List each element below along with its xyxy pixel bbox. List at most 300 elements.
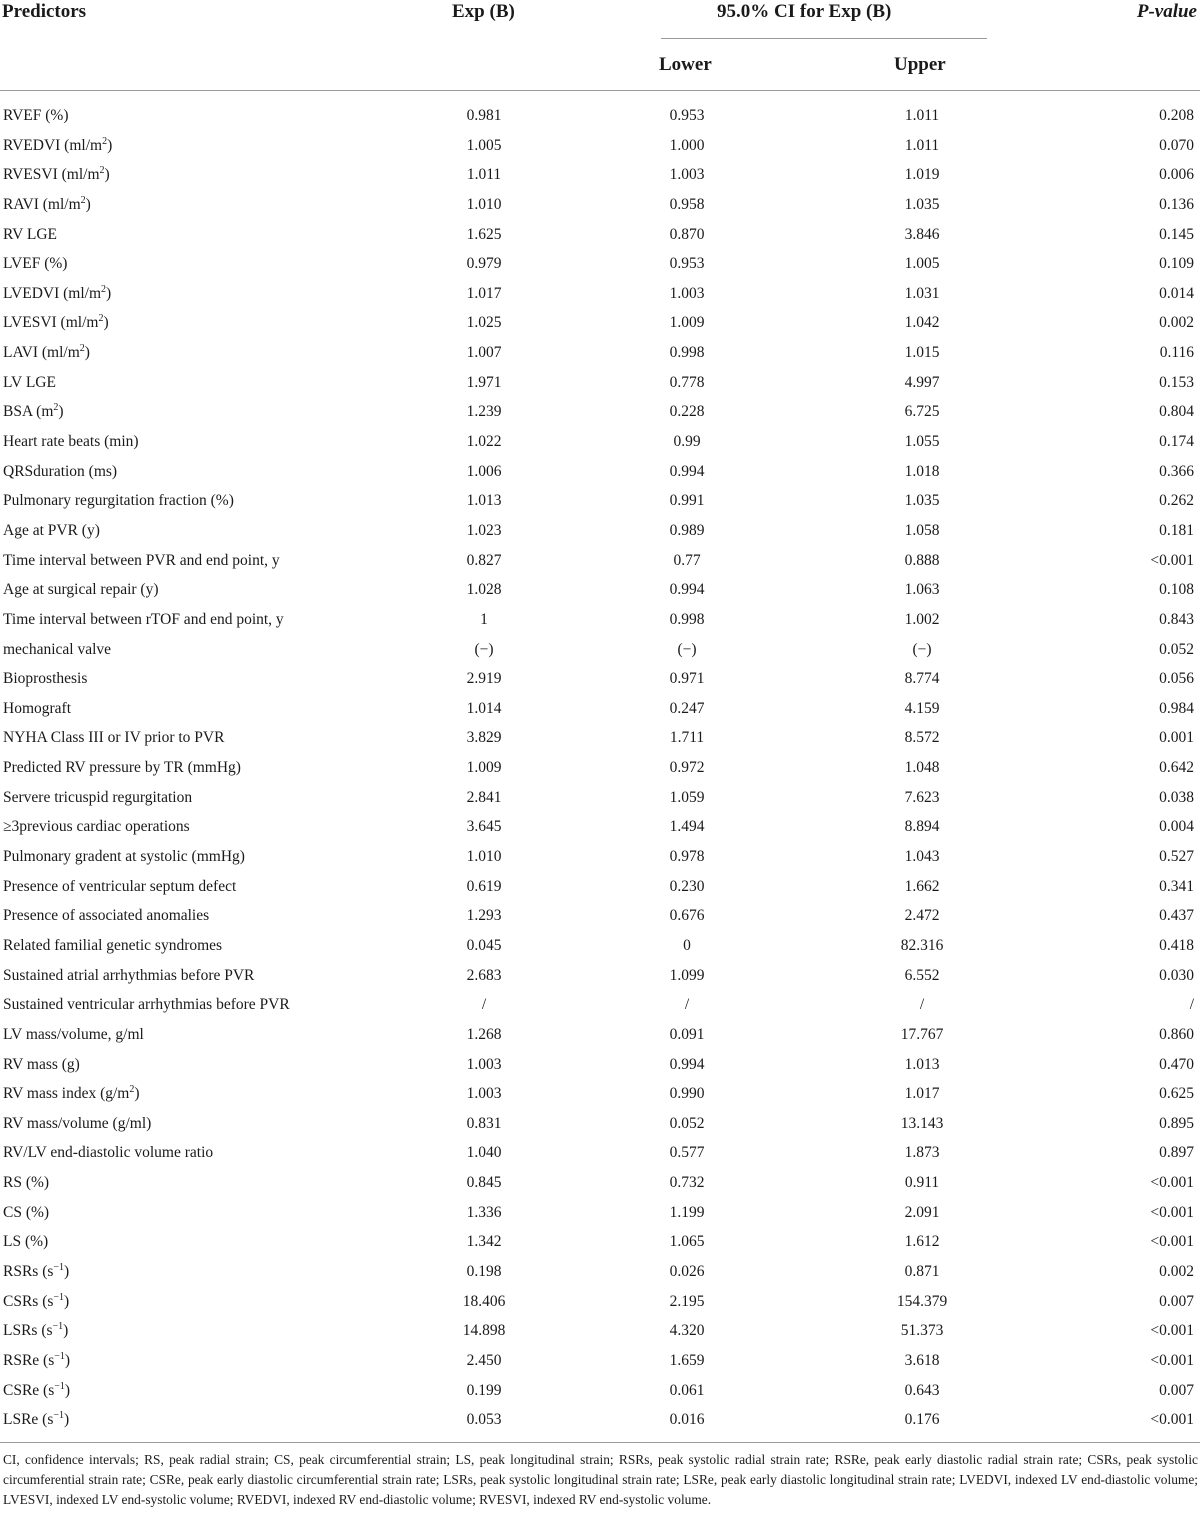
column-header-upper: Upper <box>894 54 946 75</box>
cell-predictor <box>3 635 111 665</box>
cell-exp-b: 1 <box>480 610 488 628</box>
cell-predictor <box>3 397 64 427</box>
cell-ci-lower: 1.199 <box>669 1203 705 1221</box>
predictor-label: LSRe (s <box>3 1411 54 1429</box>
cell-ci-lower: 1.009 <box>669 314 705 332</box>
predictor-label-suffix: ) <box>64 1262 70 1280</box>
cell-exp-b: 1.013 <box>466 492 502 510</box>
cell-ci-lower: / <box>684 996 690 1014</box>
predictor-label: RVEDVI (ml/m <box>3 136 103 154</box>
cell-predictor <box>3 1079 140 1109</box>
predictor-label: RSRs (s <box>3 1262 54 1280</box>
column-header-predictors: Predictors <box>2 1 87 22</box>
cell-predictor <box>3 605 284 635</box>
table-row <box>0 842 1200 872</box>
cell-predictor <box>3 1227 48 1257</box>
table-body <box>0 101 1200 1435</box>
cell-ci-lower: 0.676 <box>669 907 705 925</box>
cell-exp-b: 1.268 <box>466 1025 502 1043</box>
predictor-label: RV mass (g) <box>3 1055 80 1073</box>
cell-exp-b: 2.919 <box>466 670 502 688</box>
table-row <box>0 931 1200 961</box>
table-row <box>0 575 1200 605</box>
cell-predictor <box>3 1376 70 1406</box>
cell-exp-b: 1.025 <box>466 314 502 332</box>
cell-ci-lower: 0.958 <box>669 195 705 213</box>
cell-predictor <box>3 279 111 309</box>
table-row <box>0 990 1200 1020</box>
cell-predictor <box>3 1346 70 1376</box>
cell-ci-upper: 1.063 <box>904 581 940 599</box>
predictor-label: NYHA Class III or IV prior to PVR <box>3 729 225 747</box>
cell-ci-upper: / <box>919 996 925 1014</box>
cell-predictor <box>3 308 109 338</box>
cell-p-value: 0.116 <box>1159 344 1194 362</box>
table-row <box>0 1020 1200 1050</box>
cell-ci-upper: 6.725 <box>904 403 940 421</box>
predictor-label-suffix: ) <box>104 166 110 184</box>
cell-exp-b: 0.979 <box>466 255 502 273</box>
cell-p-value: 0.208 <box>1159 107 1194 124</box>
table-row <box>0 1138 1200 1168</box>
predictor-label: LSRs (s <box>3 1322 53 1340</box>
cell-p-value: 0.418 <box>1159 936 1194 954</box>
cell-ci-upper: 1.042 <box>904 314 940 332</box>
cell-predictor <box>3 368 56 398</box>
cell-predictor <box>3 812 190 842</box>
cell-p-value: 0.007 <box>1159 1292 1194 1310</box>
cell-ci-lower: 1.099 <box>669 966 705 984</box>
cell-ci-lower: 0.026 <box>669 1262 705 1280</box>
table-row <box>0 368 1200 398</box>
cell-exp-b: 0.199 <box>466 1381 502 1399</box>
cell-exp-b: 3.829 <box>466 729 502 747</box>
cell-p-value: <0.001 <box>1150 1411 1194 1429</box>
cell-ci-upper: 1.055 <box>904 433 940 451</box>
predictor-label: LS (%) <box>3 1233 49 1251</box>
predictor-label: Related familial genetic syndromes <box>3 936 223 954</box>
cell-ci-upper: 13.143 <box>900 1114 944 1132</box>
cell-ci-upper: 8.572 <box>904 729 940 747</box>
cell-p-value: 0.006 <box>1159 166 1194 184</box>
predictor-label: Homograft <box>3 699 72 717</box>
table-row <box>0 101 1200 131</box>
cell-predictor <box>3 220 57 250</box>
cell-ci-lower: 0.091 <box>669 1025 705 1043</box>
table-row <box>0 1316 1200 1346</box>
cell-predictor <box>3 190 91 220</box>
cell-exp-b: 1.971 <box>466 373 502 391</box>
cell-p-value: 0.007 <box>1159 1381 1194 1399</box>
cell-ci-lower: 0.990 <box>669 1085 705 1103</box>
predictor-label: Sustained ventricular arrhythmias before PVR <box>3 996 290 1014</box>
table-row <box>0 1257 1200 1287</box>
cell-ci-lower: 0.016 <box>669 1411 705 1429</box>
cell-p-value: 0.897 <box>1159 1144 1194 1162</box>
cell-predictor <box>3 160 110 190</box>
cell-ci-upper: 3.618 <box>904 1351 940 1369</box>
cell-ci-upper: 7.623 <box>904 788 940 806</box>
predictor-label-suffix: ) <box>106 284 112 302</box>
predictor-label-suffix: ) <box>85 195 91 213</box>
cell-ci-lower: 0.061 <box>669 1381 705 1399</box>
predictor-unit-superscript: 2 <box>101 283 107 295</box>
cell-exp-b: (−) <box>474 640 494 658</box>
cell-exp-b: 1.007 <box>466 344 502 362</box>
cell-ci-upper: 6.552 <box>904 966 940 984</box>
column-header-p-value: P-value <box>1136 1 1197 22</box>
predictor-label: RV mass index (g/m <box>3 1085 130 1103</box>
cell-ci-lower: 0.989 <box>669 521 705 539</box>
cell-p-value: 0.984 <box>1159 699 1194 717</box>
column-header-ci: 95.0% CI for Exp (B) <box>717 1 892 22</box>
table-row <box>0 190 1200 220</box>
table-row <box>0 1079 1200 1109</box>
cell-ci-upper: 0.643 <box>904 1381 940 1399</box>
cell-predictor <box>3 1198 49 1228</box>
predictor-label: LV LGE <box>3 373 56 391</box>
cell-ci-upper: 1.031 <box>904 284 940 302</box>
cell-predictor <box>3 575 159 605</box>
predictor-unit-superscript: −1 <box>54 1350 65 1362</box>
cell-ci-lower: 1.065 <box>669 1233 705 1251</box>
cell-p-value: 0.004 <box>1159 818 1194 836</box>
predictor-label: RV/LV end-diastolic volume ratio <box>3 1144 214 1162</box>
cell-ci-lower: (−) <box>677 640 697 658</box>
cell-ci-upper: 17.767 <box>900 1025 944 1043</box>
column-header-lower: Lower <box>659 54 712 75</box>
cell-predictor <box>3 872 236 902</box>
cell-exp-b: 1.017 <box>466 284 502 302</box>
cell-ci-lower: 0.778 <box>669 373 705 391</box>
predictor-label: Age at PVR (y) <box>3 521 100 539</box>
cell-ci-upper: 1.662 <box>904 877 940 895</box>
cell-p-value: <0.001 <box>1150 1351 1194 1369</box>
cell-ci-lower: 0.052 <box>669 1114 705 1132</box>
table-row <box>0 664 1200 694</box>
table-row <box>0 753 1200 783</box>
cell-predictor <box>3 961 254 991</box>
cell-p-value: 0.038 <box>1159 788 1194 806</box>
cell-ci-upper: 1.002 <box>904 610 940 628</box>
cell-predictor <box>3 1050 80 1080</box>
predictor-label: RS (%) <box>3 1174 50 1192</box>
cell-predictor <box>3 842 245 872</box>
predictor-label: RAVI (ml/m <box>3 195 81 213</box>
cell-p-value: 0.056 <box>1159 670 1194 688</box>
cell-exp-b: 1.014 <box>466 699 502 717</box>
cell-p-value: 0.804 <box>1159 403 1194 421</box>
predictor-label: Sustained atrial arrhythmias before PVR <box>3 966 255 984</box>
predictor-label-suffix: ) <box>64 1292 70 1310</box>
predictor-label-suffix: ) <box>107 136 113 154</box>
cell-exp-b: 0.053 <box>466 1411 502 1429</box>
cell-p-value: 0.002 <box>1159 314 1194 332</box>
cell-ci-upper: 0.888 <box>904 551 940 569</box>
cell-ci-upper: 0.911 <box>904 1174 940 1192</box>
cell-p-value: 0.153 <box>1159 373 1194 391</box>
cell-ci-upper: 1.013 <box>904 1055 940 1073</box>
cell-ci-upper: 8.894 <box>904 818 940 836</box>
cell-predictor <box>3 486 234 516</box>
cell-ci-lower: 4.320 <box>669 1322 705 1340</box>
cell-ci-upper: 3.846 <box>904 225 940 243</box>
predictor-label: mechanical valve <box>3 640 112 658</box>
predictor-unit-superscript: 2 <box>80 194 86 206</box>
cell-p-value: 0.136 <box>1159 195 1194 213</box>
cell-ci-upper: 1.015 <box>904 344 940 362</box>
cell-p-value: 0.030 <box>1159 966 1194 984</box>
cell-p-value: <0.001 <box>1150 1322 1194 1340</box>
cell-predictor <box>3 783 192 813</box>
predictor-label-suffix: ) <box>64 1351 71 1369</box>
predictor-label: Servere tricuspid regurgitation <box>3 788 193 806</box>
cell-ci-upper: 1.005 <box>904 255 940 273</box>
cell-p-value: 0.070 <box>1159 136 1194 154</box>
cell-ci-lower: 1.711 <box>669 729 705 747</box>
table-row <box>0 308 1200 338</box>
cell-ci-lower: 0.228 <box>669 403 705 421</box>
predictor-label: LV mass/volume, g/ml <box>3 1025 144 1043</box>
cell-exp-b: 3.645 <box>466 818 502 836</box>
cell-predictor <box>3 101 69 131</box>
predictor-unit-superscript: 2 <box>102 135 108 147</box>
predictor-unit-superscript: −1 <box>53 1291 65 1303</box>
cell-ci-lower: 0.870 <box>669 225 705 243</box>
cell-exp-b: 1.040 <box>466 1144 502 1162</box>
cell-ci-lower: 0.953 <box>669 255 705 273</box>
cell-exp-b: 2.450 <box>466 1351 502 1369</box>
cell-exp-b: 0.827 <box>466 551 502 569</box>
cell-exp-b: / <box>481 996 487 1014</box>
cell-exp-b: 1.239 <box>466 403 502 421</box>
table-row <box>0 723 1200 753</box>
cell-predictor <box>3 1287 69 1317</box>
predictor-label: CSRe (s <box>3 1381 55 1399</box>
cell-exp-b: 2.841 <box>466 788 502 806</box>
cell-ci-upper: 0.176 <box>904 1411 940 1429</box>
predictor-label: Presence of associated anomalies <box>3 907 210 925</box>
cell-predictor <box>3 723 224 753</box>
cell-ci-lower: 1.059 <box>669 788 705 806</box>
cell-ci-upper: 1.011 <box>904 107 940 124</box>
cell-exp-b: 0.045 <box>466 936 502 954</box>
predictor-label-suffix: ) <box>58 403 64 421</box>
predictor-unit-superscript: −1 <box>53 1410 65 1422</box>
cell-p-value: 0.860 <box>1159 1025 1194 1043</box>
predictor-unit-superscript: 2 <box>99 165 105 177</box>
cell-predictor <box>3 427 139 457</box>
footer-divider <box>0 1442 1200 1443</box>
cell-exp-b: 1.009 <box>466 759 502 777</box>
predictor-label-suffix: ) <box>103 314 109 332</box>
table-row <box>0 872 1200 902</box>
cell-p-value: <0.001 <box>1150 1233 1194 1251</box>
cell-ci-lower: 1.494 <box>669 818 705 836</box>
cell-exp-b: 0.198 <box>466 1262 502 1280</box>
cell-exp-b: 1.023 <box>466 521 502 539</box>
header-divider <box>0 90 1200 91</box>
cell-predictor <box>3 546 280 576</box>
predictor-label: ≥3previous cardiac operations <box>3 818 190 836</box>
predictor-unit-superscript: −1 <box>54 1380 65 1392</box>
cell-ci-upper: 51.373 <box>900 1322 944 1340</box>
cell-ci-upper: 1.612 <box>904 1233 940 1251</box>
cell-predictor <box>3 131 112 161</box>
predictor-label: Time interval between rTOF and end point, y <box>3 610 284 628</box>
cell-exp-b: 1.022 <box>466 433 502 451</box>
table-row <box>0 1168 1200 1198</box>
cell-ci-lower: 0 <box>683 936 691 954</box>
cell-exp-b: 1.336 <box>466 1203 502 1221</box>
cell-ci-upper: 8.774 <box>904 670 940 688</box>
predictor-label: CS (%) <box>3 1203 50 1221</box>
cell-ci-lower: 0.998 <box>669 610 705 628</box>
cell-predictor <box>3 931 222 961</box>
predictor-label: Bioprosthesis <box>3 670 88 688</box>
predictor-label-suffix: ) <box>84 344 90 362</box>
predictor-label: RVESVI (ml/m <box>3 166 100 184</box>
table-row <box>0 1227 1200 1257</box>
table-row <box>0 1376 1200 1406</box>
cell-ci-upper: (−) <box>912 640 932 658</box>
cell-predictor <box>3 1405 69 1435</box>
cell-ci-upper: 2.091 <box>904 1203 940 1221</box>
cell-p-value: 0.366 <box>1159 462 1194 480</box>
cell-p-value: 0.470 <box>1159 1055 1194 1073</box>
cell-ci-lower: 1.003 <box>669 284 705 302</box>
cell-p-value: 0.843 <box>1159 610 1194 628</box>
table-row <box>0 635 1200 665</box>
cell-predictor <box>3 1257 69 1287</box>
cell-predictor <box>3 516 100 546</box>
table-row <box>0 1346 1200 1376</box>
cell-ci-lower: 0.77 <box>673 551 701 569</box>
predictor-unit-superscript: −1 <box>52 1321 64 1333</box>
cell-p-value: <0.001 <box>1150 1174 1194 1192</box>
predictor-label: Predicted RV pressure by TR (mmHg) <box>3 759 241 777</box>
cell-p-value: 0.145 <box>1159 225 1194 243</box>
table-row <box>0 1109 1200 1139</box>
cell-exp-b: 1.293 <box>466 907 502 925</box>
predictor-label: Pulmonary regurgitation fraction (%) <box>3 492 234 510</box>
table-row <box>0 338 1200 368</box>
cell-p-value: 0.001 <box>1159 729 1194 747</box>
cell-predictor <box>3 664 87 694</box>
table-row <box>0 546 1200 576</box>
predictor-label: QRSduration (ms) <box>3 462 118 480</box>
table-row <box>0 961 1200 991</box>
cell-exp-b: 1.010 <box>466 848 502 866</box>
cell-exp-b: 0.831 <box>466 1114 502 1132</box>
cell-exp-b: 14.898 <box>462 1322 506 1340</box>
cell-exp-b: 1.625 <box>466 225 502 243</box>
cell-ci-upper: 1.058 <box>904 521 940 539</box>
cell-predictor <box>3 1316 68 1346</box>
cell-exp-b: 18.406 <box>462 1292 506 1310</box>
cell-predictor <box>3 1109 151 1139</box>
cell-predictor <box>3 753 241 783</box>
cell-p-value: 0.174 <box>1159 433 1194 451</box>
table-row <box>0 249 1200 279</box>
cell-ci-lower: 0.978 <box>669 848 705 866</box>
cell-predictor <box>3 1168 49 1198</box>
table-row <box>0 694 1200 724</box>
cell-p-value: / <box>1189 996 1194 1014</box>
predictor-unit-superscript: 2 <box>129 1083 135 1095</box>
predictor-label: Pulmonary gradent at systolic (mmHg) <box>3 848 245 866</box>
cell-ci-upper: 1.043 <box>904 848 940 866</box>
predictor-label: LAVI (ml/m <box>3 344 80 362</box>
cell-ci-upper: 1.035 <box>904 195 940 213</box>
cell-ci-upper: 1.011 <box>904 136 940 154</box>
table-row <box>0 427 1200 457</box>
cell-p-value: 0.108 <box>1159 581 1194 599</box>
cell-p-value: 0.109 <box>1159 255 1194 273</box>
cell-p-value: 0.642 <box>1159 759 1194 777</box>
table-footnote: CI, confidence intervals; RS, peak radial strain; CS, peak circumferential strain; LS, peak longitudinal strain; RSRs, peak systolic radial strain rate; RSRe, peak early diastolic radial strain rate; CSRs, peak systolic circumferential strain rate; CSRe, peak early diastolic circumferential strain rate; LSRs, peak systolic longitudinal strain rate; LSRe, peak early diastolic longitudinal strain rate; LVEDVI, indexed LV end-diastolic volume; LVESVI, indexed LV end-systolic volume; RVEDVI, indexed RV end-diastolic volume; RVESVI, indexed RV end-systolic volume. <box>3 1452 1198 1508</box>
cell-exp-b: 0.845 <box>466 1174 502 1192</box>
table-row <box>0 486 1200 516</box>
cell-ci-upper: 82.316 <box>900 936 944 954</box>
predictor-label: RV mass/volume (g/ml) <box>3 1114 152 1132</box>
cell-exp-b: 1.003 <box>466 1085 502 1103</box>
cell-ci-lower: 0.994 <box>669 581 705 599</box>
predictor-unit-superscript: 2 <box>79 342 85 354</box>
table-row <box>0 901 1200 931</box>
table-row <box>0 131 1200 161</box>
predictor-unit-superscript: −1 <box>53 1261 65 1273</box>
cell-ci-lower: 0.230 <box>669 877 705 895</box>
cell-exp-b: 1.005 <box>466 136 502 154</box>
cell-ci-lower: 1.000 <box>669 136 705 154</box>
cell-ci-lower: 2.195 <box>669 1292 705 1310</box>
predictor-label: LVEDVI (ml/m <box>3 284 102 302</box>
cell-ci-lower: 0.953 <box>669 107 705 124</box>
table-row <box>0 1287 1200 1317</box>
cell-exp-b: 1.342 <box>466 1233 502 1251</box>
cell-ci-upper: 4.997 <box>904 373 940 391</box>
cell-p-value: 0.895 <box>1159 1114 1194 1132</box>
cell-predictor <box>3 249 67 279</box>
predictor-label: RSRe (s <box>3 1351 55 1369</box>
table-row <box>0 397 1200 427</box>
cell-p-value: <0.001 <box>1150 551 1194 569</box>
cell-ci-lower: 0.972 <box>669 759 705 777</box>
predictor-label-suffix: ) <box>63 1322 69 1340</box>
cell-p-value: 0.181 <box>1159 521 1194 539</box>
cell-predictor <box>3 1020 144 1050</box>
table-row <box>0 457 1200 487</box>
table-row <box>0 220 1200 250</box>
predictor-label: CSRs (s <box>3 1292 54 1310</box>
cell-ci-lower: 0.994 <box>669 462 705 480</box>
cell-p-value: 0.437 <box>1159 907 1194 925</box>
cell-exp-b: 1.028 <box>466 581 502 599</box>
predictor-label: LVEF (%) <box>3 255 68 273</box>
cell-ci-lower: 0.994 <box>669 1055 705 1073</box>
cell-ci-upper: 4.159 <box>904 699 940 717</box>
cell-p-value: 0.014 <box>1159 284 1194 302</box>
predictor-label: Heart rate beats (min) <box>3 433 139 451</box>
cell-exp-b: 1.006 <box>466 462 502 480</box>
predictor-label-suffix: ) <box>64 1381 71 1399</box>
table-row <box>0 812 1200 842</box>
table-row <box>0 1050 1200 1080</box>
cell-predictor <box>3 694 71 724</box>
cell-p-value: 0.341 <box>1159 877 1194 895</box>
cell-ci-upper: 1.873 <box>904 1144 940 1162</box>
